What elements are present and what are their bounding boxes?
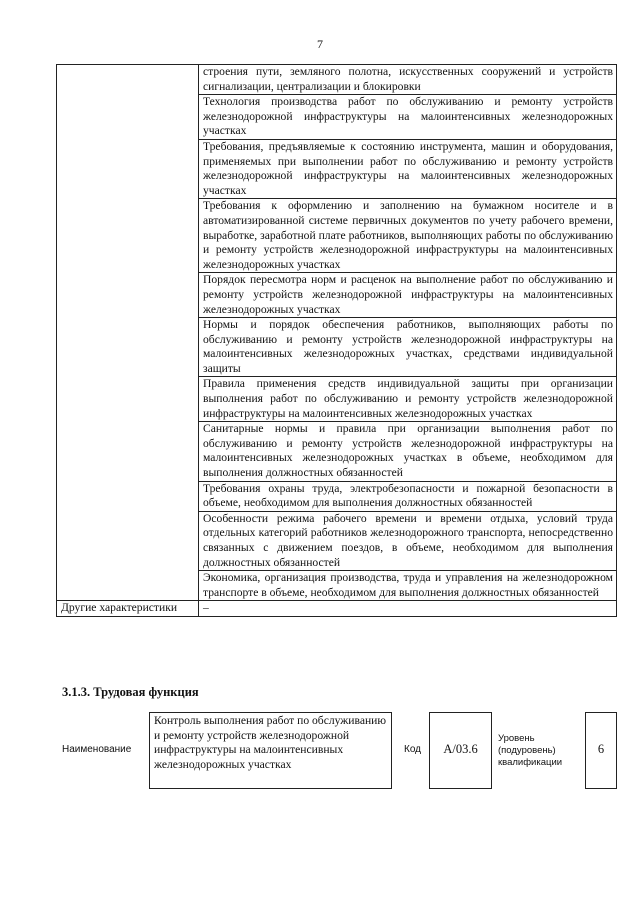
requirement-cell: Особенности режима рабочего времени и времени отдыха, условий труда отдельных категорий работников железнодорожного транспорта, непосредственно связанных с движением поездов, в объеме, необходимом для выполнения должностных обязанностей (199, 511, 617, 570)
requirement-cell: Требования, предъявляемые к состоянию инструмента, машин и оборудования, применяемых при выполнении работ по обслуживанию и ремонту устройств железнодорожной инфраструктуры на малоинтенсивных железнодорожных участках (199, 139, 617, 198)
requirement-cell: Нормы и порядок обеспечения работников, выполняющих работы по обслуживанию и ремонту устройств железнодорожной инфраструктуры на малоинтенсивных железнодорожных участках, средствами индивидуальной защиты (199, 318, 617, 377)
function-name-label: Наименование (62, 744, 132, 755)
requirement-cell: Порядок пересмотра норм и расценок на выполнение работ по обслуживанию и ремонту устройств железнодорожной инфраструктуры на малоинтенсивных железнодорожных участках (199, 273, 617, 318)
requirement-cell: Санитарные нормы и правила при организации выполнения работ по обслуживанию и ремонту устройств железнодорожной инфраструктуры на малоинтенсивных железнодорожных участках в объеме, необходимом для выполнения должностных обязанностей (199, 422, 617, 481)
function-code-label: Код (404, 744, 422, 755)
requirements-table (56, 64, 617, 617)
requirement-cell: Правила применения средств индивидуальной защиты при организации выполнения работ по обслуживанию и ремонту устройств железнодорожной инфраструктуры на малоинтенсивных железнодорожных участках (199, 377, 617, 422)
requirement-cell: Экономика, организация производства, труда и управления на железнодорожном транспорте в объеме, необходимом для выполнения должностных обязанностей (199, 571, 617, 601)
other-characteristics-value: – (199, 601, 617, 617)
requirements-label-cell (57, 65, 199, 601)
function-name-value: Контроль выполнения работ по обслуживанию и ремонту устройств железнодорожной инфраструктуры на малоинтенсивных железнодорожных участках (149, 712, 392, 789)
qualification-level-value: 6 (585, 712, 617, 789)
requirement-cell: Требования охраны труда, электробезопасности и пожарной безопасности в объеме, необходимом для выполнения должностных обязанностей (199, 481, 617, 511)
page-number: 7 (317, 37, 323, 51)
requirement-cell: Требования к оформлению и заполнению на бумажном носителе и в автоматизированной системе первичных документов по учету рабочего времени, выработке, заработной плате работников, выполняющих работы по обслуживанию и ремонту устройств железнодорожной инфраструктуры на малоинтенсивных железнодорожных участках (199, 199, 617, 273)
requirement-cell: строения пути, земляного полотна, искусственных сооружений и устройств сигнализации, централизации и блокировки (199, 65, 617, 95)
section-heading: 3.1.3. Трудовая функция (62, 685, 199, 699)
qualification-level-label: Уровень (подуровень) квалификации (498, 733, 563, 768)
requirement-cell: Технология производства работ по обслуживанию и ремонту устройств железнодорожной инфраструктуры на малоинтенсивных железнодорожных участках (199, 95, 617, 140)
function-code-value: А/03.6 (429, 712, 492, 789)
other-characteristics-row (57, 601, 617, 617)
other-characteristics-label: Другие характеристики (57, 601, 199, 617)
table-row (57, 65, 617, 95)
